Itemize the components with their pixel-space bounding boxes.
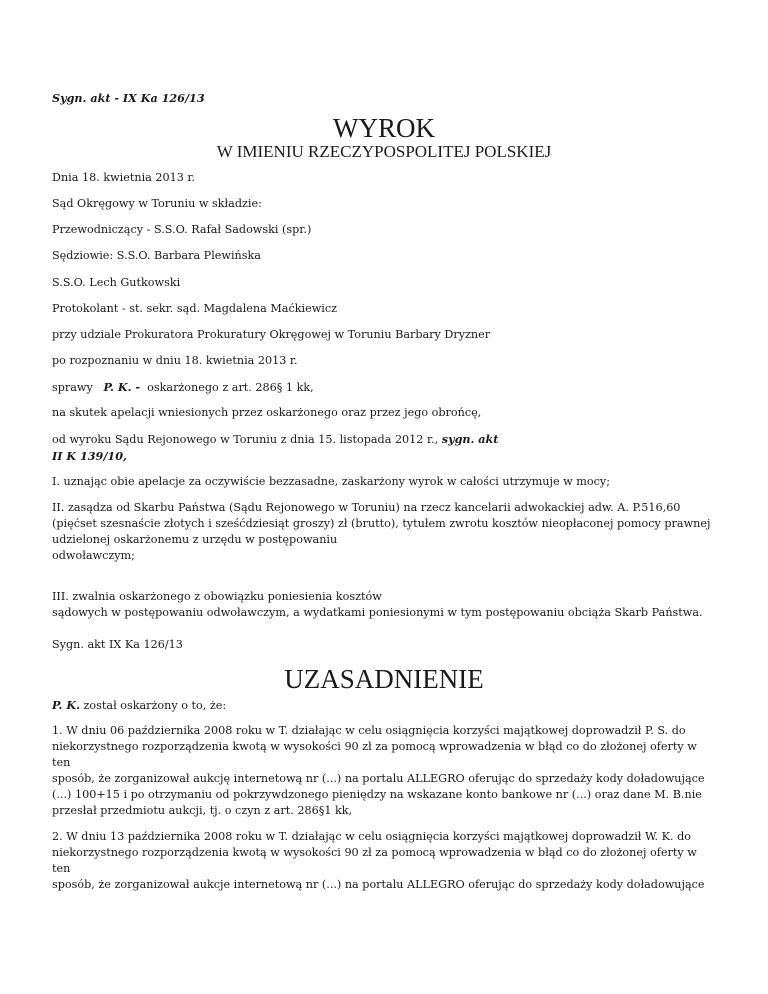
ruling-2-line: odwoławczym;	[52, 549, 135, 562]
ruling-3-line: sądowych w postępowaniu odwoławczym, a wydatkami poniesionymi w tym postępowaniu obciąża Skarb Państwa.	[52, 606, 703, 619]
accused-name: P. K.	[52, 698, 80, 712]
hearing-date: po rozpoznaniu w dniu 18. kwietnia 2013 r.	[52, 354, 298, 367]
charge-1	[52, 723, 716, 819]
charge-1-line: (...) 100+15 i po otrzymaniu od pokrzywdzonego pieniędzy na wskazane konto bankowe nr (...) oraz dane M. B.nie	[52, 788, 702, 801]
charge-1-line: sposób, że zorganizował aukcję internetową nr (...) na portalu ALLEGRO oferując do sprzedaży kody doładowujące	[52, 772, 705, 785]
appeal-line: na skutek apelacji wniesionych przez oskarżonego oraz przez jego obrońcę,	[52, 406, 482, 419]
case-signature: Sygn. akt - IX Ka 126/13	[52, 91, 205, 105]
judges-line-1: Sędziowie: S.S.O. Barbara Plewińska	[52, 249, 261, 262]
case-prefix: sprawy	[52, 381, 93, 394]
ruling-3	[52, 589, 716, 621]
charge-2-line: niekorzystnego rozporządzenia kwotą w wysokości 90 zł za pomocą wprowadzenia w błąd co do złożonej oferty w ten	[52, 846, 697, 875]
lower-judgment-sygn-2: II K 139/10,	[52, 449, 127, 463]
charge-1-line: przesłał przedmiotu aukcji, tj. o czyn z art. 286§1 kk,	[52, 804, 353, 817]
judgment-date: Dnia 18. kwietnia 2013 r.	[52, 171, 196, 184]
ruling-3-line: III. zwalnia oskarżonego z obowiązku poniesienia kosztów	[52, 590, 382, 603]
lower-judgment	[52, 431, 716, 465]
court-composition: Sąd Okręgowy w Toruniu w składzie:	[52, 197, 262, 210]
ruling-1: I. uznając obie apelacje za oczywiście bezzasadne, zaskarżony wyrok w całości utrzymuje w mocy;	[52, 475, 610, 488]
ruling-2-line: (pięćset szesnaście złotych i sześćdziesiąt groszy) zł (brutto), tytułem zwrotu kosztów nieopłaconej pomocy prawnej	[52, 517, 711, 530]
lower-judgment-prefix: od wyroku Sądu Rejonowego w Toruniu z dnia 15. listopada 2012 r.,	[52, 433, 439, 446]
accused-intro	[52, 697, 716, 714]
lower-judgment-sygn-1: sygn. akt	[441, 432, 499, 446]
charge-2-line: sposób, że zorganizował aukcje internetową nr (...) na portalu ALLEGRO oferując do sprzedaży kody doładowujące	[52, 878, 705, 891]
accused-name: P. K. -	[103, 380, 141, 394]
prosecutor-line: przy udziale Prokuratora Prokuratury Okręgowej w Toruniu Barbary Dryzner	[52, 328, 491, 341]
judgment-subtitle: W IMIENIU RZECZYPOSPOLITEJ POLSKIEJ	[216, 142, 552, 161]
judgment-title: WYROK	[333, 113, 435, 143]
charge-2	[52, 829, 716, 893]
ruling-2	[52, 500, 716, 564]
justification-signature: Sygn. akt IX Ka 126/13	[52, 638, 183, 651]
case-line	[52, 379, 716, 396]
charge-1-line: niekorzystnego rozporządzenia kwotą w wysokości 90 zł za pomocą wprowadzenia w błąd co do złożonej oferty w ten	[52, 740, 697, 769]
presiding-judge: Przewodniczący - S.S.O. Rafał Sadowski (spr.)	[52, 223, 312, 236]
ruling-2-line: udzielonej oskarżonemu z urzędu w postępowaniu	[52, 533, 338, 546]
accused-intro-text: został oskarżony o to, że:	[83, 699, 227, 712]
court-clerk: Protokolant - st. sekr. sąd. Magdalena Maćkiewicz	[52, 302, 338, 315]
charge-1-line: 1. W dniu 06 października 2008 roku w T. działając w celu osiągnięcia korzyści majątkowej doprowadził P. S. do	[52, 724, 686, 737]
ruling-2-line: II. zasądza od Skarbu Państwa (Sądu Rejonowego w Toruniu) na rzecz kancelarii adwokackiej adw. A. P.516,60	[52, 501, 681, 514]
charge-text: oskarżonego z art. 286§ 1 kk,	[147, 381, 314, 394]
judges-line-2: S.S.O. Lech Gutkowski	[52, 276, 181, 289]
charge-2-line: 2. W dniu 13 października 2008 roku w T. działając w celu osiągnięcia korzyści majątkowej doprowadził W. K. do	[52, 830, 691, 843]
justification-title: UZASADNIENIE	[284, 664, 484, 694]
